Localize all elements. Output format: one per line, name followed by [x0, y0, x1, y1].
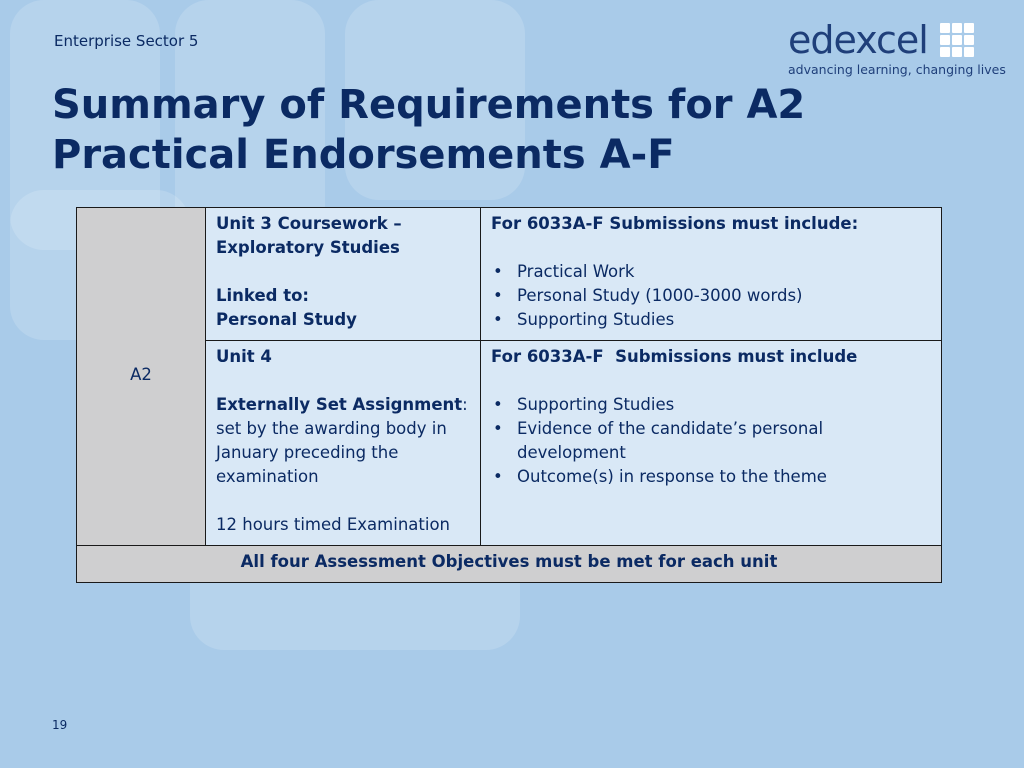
level-cell: A2	[77, 208, 206, 546]
assignment-text	[216, 393, 470, 489]
requirements-heading: For 6033A-F Submissions must include	[491, 347, 858, 366]
table-row	[77, 341, 942, 546]
unit-cell	[206, 208, 481, 341]
table-footer-row	[77, 546, 942, 583]
requirements-table	[76, 207, 942, 583]
list-item: • Supporting Studies	[491, 308, 931, 332]
requirements-cell	[481, 208, 942, 341]
table-row	[77, 208, 942, 341]
linked-value: Personal Study	[216, 310, 357, 329]
list-item: • Outcome(s) in response to the theme	[491, 465, 931, 489]
list-item: • Supporting Studies	[491, 393, 931, 417]
list-item: • Personal Study (1000-3000 words)	[491, 284, 931, 308]
linked-label: Linked to:	[216, 286, 310, 305]
requirements-list	[491, 260, 931, 332]
list-item: • Practical Work	[491, 260, 931, 284]
logo-tagline: advancing learning, changing lives	[788, 62, 1006, 77]
logo-wordmark: edexcel	[788, 18, 928, 62]
page-number: 19	[52, 718, 68, 732]
assignment-label: Externally Set Assignment	[216, 395, 463, 414]
logo-grid-icon	[940, 23, 974, 57]
requirements-heading: For 6033A-F Submissions must include:	[491, 214, 859, 233]
list-item: • Evidence of the candidate’s personal development	[491, 417, 931, 465]
table-footer: All four Assessment Objectives must be met for each unit	[77, 546, 942, 583]
header-label: Enterprise Sector 5	[54, 32, 199, 50]
edexcel-logo	[788, 18, 1006, 77]
slide-title: Summary of Requirements for A2 Practical Endorsements A-F	[52, 82, 806, 178]
unit-cell	[206, 341, 481, 546]
timed-exam-text: 12 hours timed Examination	[216, 515, 451, 534]
unit-title: Unit 4	[216, 347, 272, 366]
requirements-cell	[481, 341, 942, 546]
assignment-detail: : set by the awarding body in January preceding the examination	[216, 395, 468, 486]
requirements-list	[491, 393, 931, 489]
unit-title: Unit 3 Coursework – Exploratory Studies	[216, 214, 402, 257]
